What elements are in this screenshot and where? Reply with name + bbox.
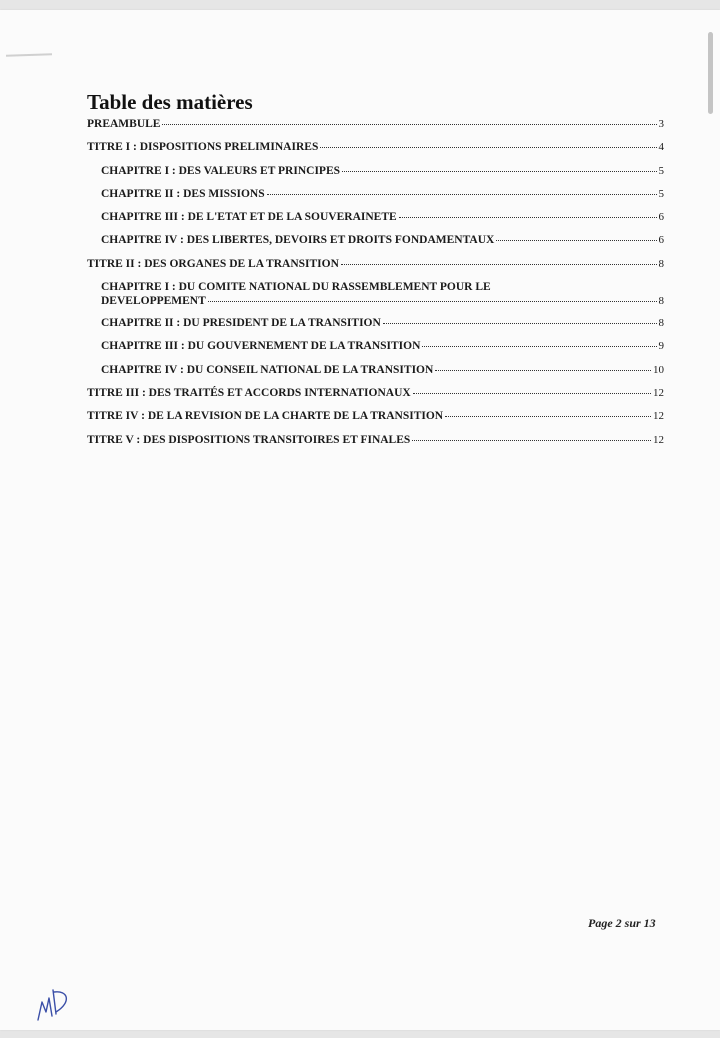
toc-entry[interactable] [87, 363, 664, 386]
toc-entry-page: 12 [653, 386, 664, 399]
toc-leader [208, 301, 657, 302]
toc-entry[interactable] [87, 280, 664, 316]
toc-entry-page: 6 [658, 211, 664, 224]
scan-mark [6, 53, 52, 57]
handwritten-initials-icon [34, 976, 74, 1024]
toc-entry[interactable] [87, 409, 664, 432]
toc-entry-page: 4 [658, 141, 664, 154]
toc-leader [320, 147, 656, 148]
toc-entry[interactable] [87, 164, 664, 187]
toc-entry-label: CHAPITRE III : DU GOUVERNEMENT DE LA TRANSITION [101, 340, 421, 353]
toc-entry-page: 8 [658, 295, 664, 308]
toc-entry-page: 9 [658, 340, 664, 353]
toc-entry[interactable] [87, 187, 664, 210]
toc-entry-page: 10 [653, 363, 664, 376]
toc-entry-page: 5 [658, 164, 664, 177]
toc-leader [341, 264, 657, 265]
scrollbar[interactable] [708, 32, 713, 114]
toc-entry[interactable] [87, 140, 664, 163]
toc-leader [413, 393, 651, 394]
toc-title: Table des matières [87, 90, 253, 114]
toc-leader [267, 194, 657, 195]
toc-entry-label: TITRE II : DES ORGANES DE LA TRANSITION [87, 257, 339, 270]
toc-entry[interactable] [87, 210, 664, 233]
toc-entry[interactable] [87, 386, 664, 409]
toc-entry-label: CHAPITRE IV : DU CONSEIL NATIONAL DE LA TRANSITION [101, 363, 434, 376]
toc-entry-label: TITRE I : DISPOSITIONS PRELIMINAIRES [87, 141, 319, 154]
toc-leader [162, 124, 656, 125]
toc-leader [412, 440, 651, 441]
toc-entry-label: PREAMBULE [87, 118, 161, 130]
toc-entry-page: 5 [658, 187, 664, 200]
toc-entry[interactable] [87, 433, 664, 456]
toc-entry-page: 3 [658, 118, 664, 130]
toc-leader [435, 370, 651, 371]
toc-entry-page: 12 [653, 410, 664, 423]
toc-leader [383, 323, 657, 324]
toc-entry[interactable] [87, 117, 664, 140]
toc-entry-page: 8 [658, 257, 664, 270]
toc-entry-page: 8 [658, 317, 664, 330]
toc-entry-page: 12 [653, 433, 664, 446]
toc-entry-label: TITRE IV : DE LA REVISION DE LA CHARTE DE LA TRANSITION [87, 410, 444, 423]
toc-entry-label: CHAPITRE IV : DES LIBERTES, DEVOIRS ET DROITS FONDAMENTAUX [101, 234, 495, 247]
toc-entry-label: CHAPITRE II : DES MISSIONS [101, 187, 265, 200]
toc-entry-page: 6 [658, 234, 664, 247]
toc-entry-label: CHAPITRE I : DU COMITE NATIONAL DU RASSEMBLEMENT POUR LE [101, 281, 491, 294]
toc-entry-label: CHAPITRE II : DU PRESIDENT DE LA TRANSITION [101, 317, 381, 330]
toc-entry-label: TITRE V : DES DISPOSITIONS TRANSITOIRES ET FINALES [87, 433, 411, 446]
page-number: Page 2 sur 13 [588, 916, 656, 930]
toc-entry-label: CHAPITRE III : DE L'ETAT ET DE LA SOUVERAINETE [101, 211, 397, 224]
toc-leader [399, 217, 657, 218]
toc-leader [445, 416, 651, 417]
toc-entry-label: TITRE III : DES TRAITÉS ET ACCORDS INTERNATIONAUX [87, 386, 411, 399]
toc-entry[interactable] [87, 257, 664, 280]
toc-entry[interactable] [87, 233, 664, 256]
toc-entry-label: DEVELOPPEMENT [101, 295, 206, 308]
table-of-contents [87, 117, 664, 456]
toc-entry-label: CHAPITRE I : DES VALEURS ET PRINCIPES [101, 164, 341, 177]
toc-entry[interactable] [87, 316, 664, 339]
document-page [0, 10, 720, 1030]
toc-entry[interactable] [87, 339, 664, 362]
toc-leader [496, 240, 656, 241]
toc-leader [422, 346, 656, 347]
toc-leader [342, 171, 656, 172]
